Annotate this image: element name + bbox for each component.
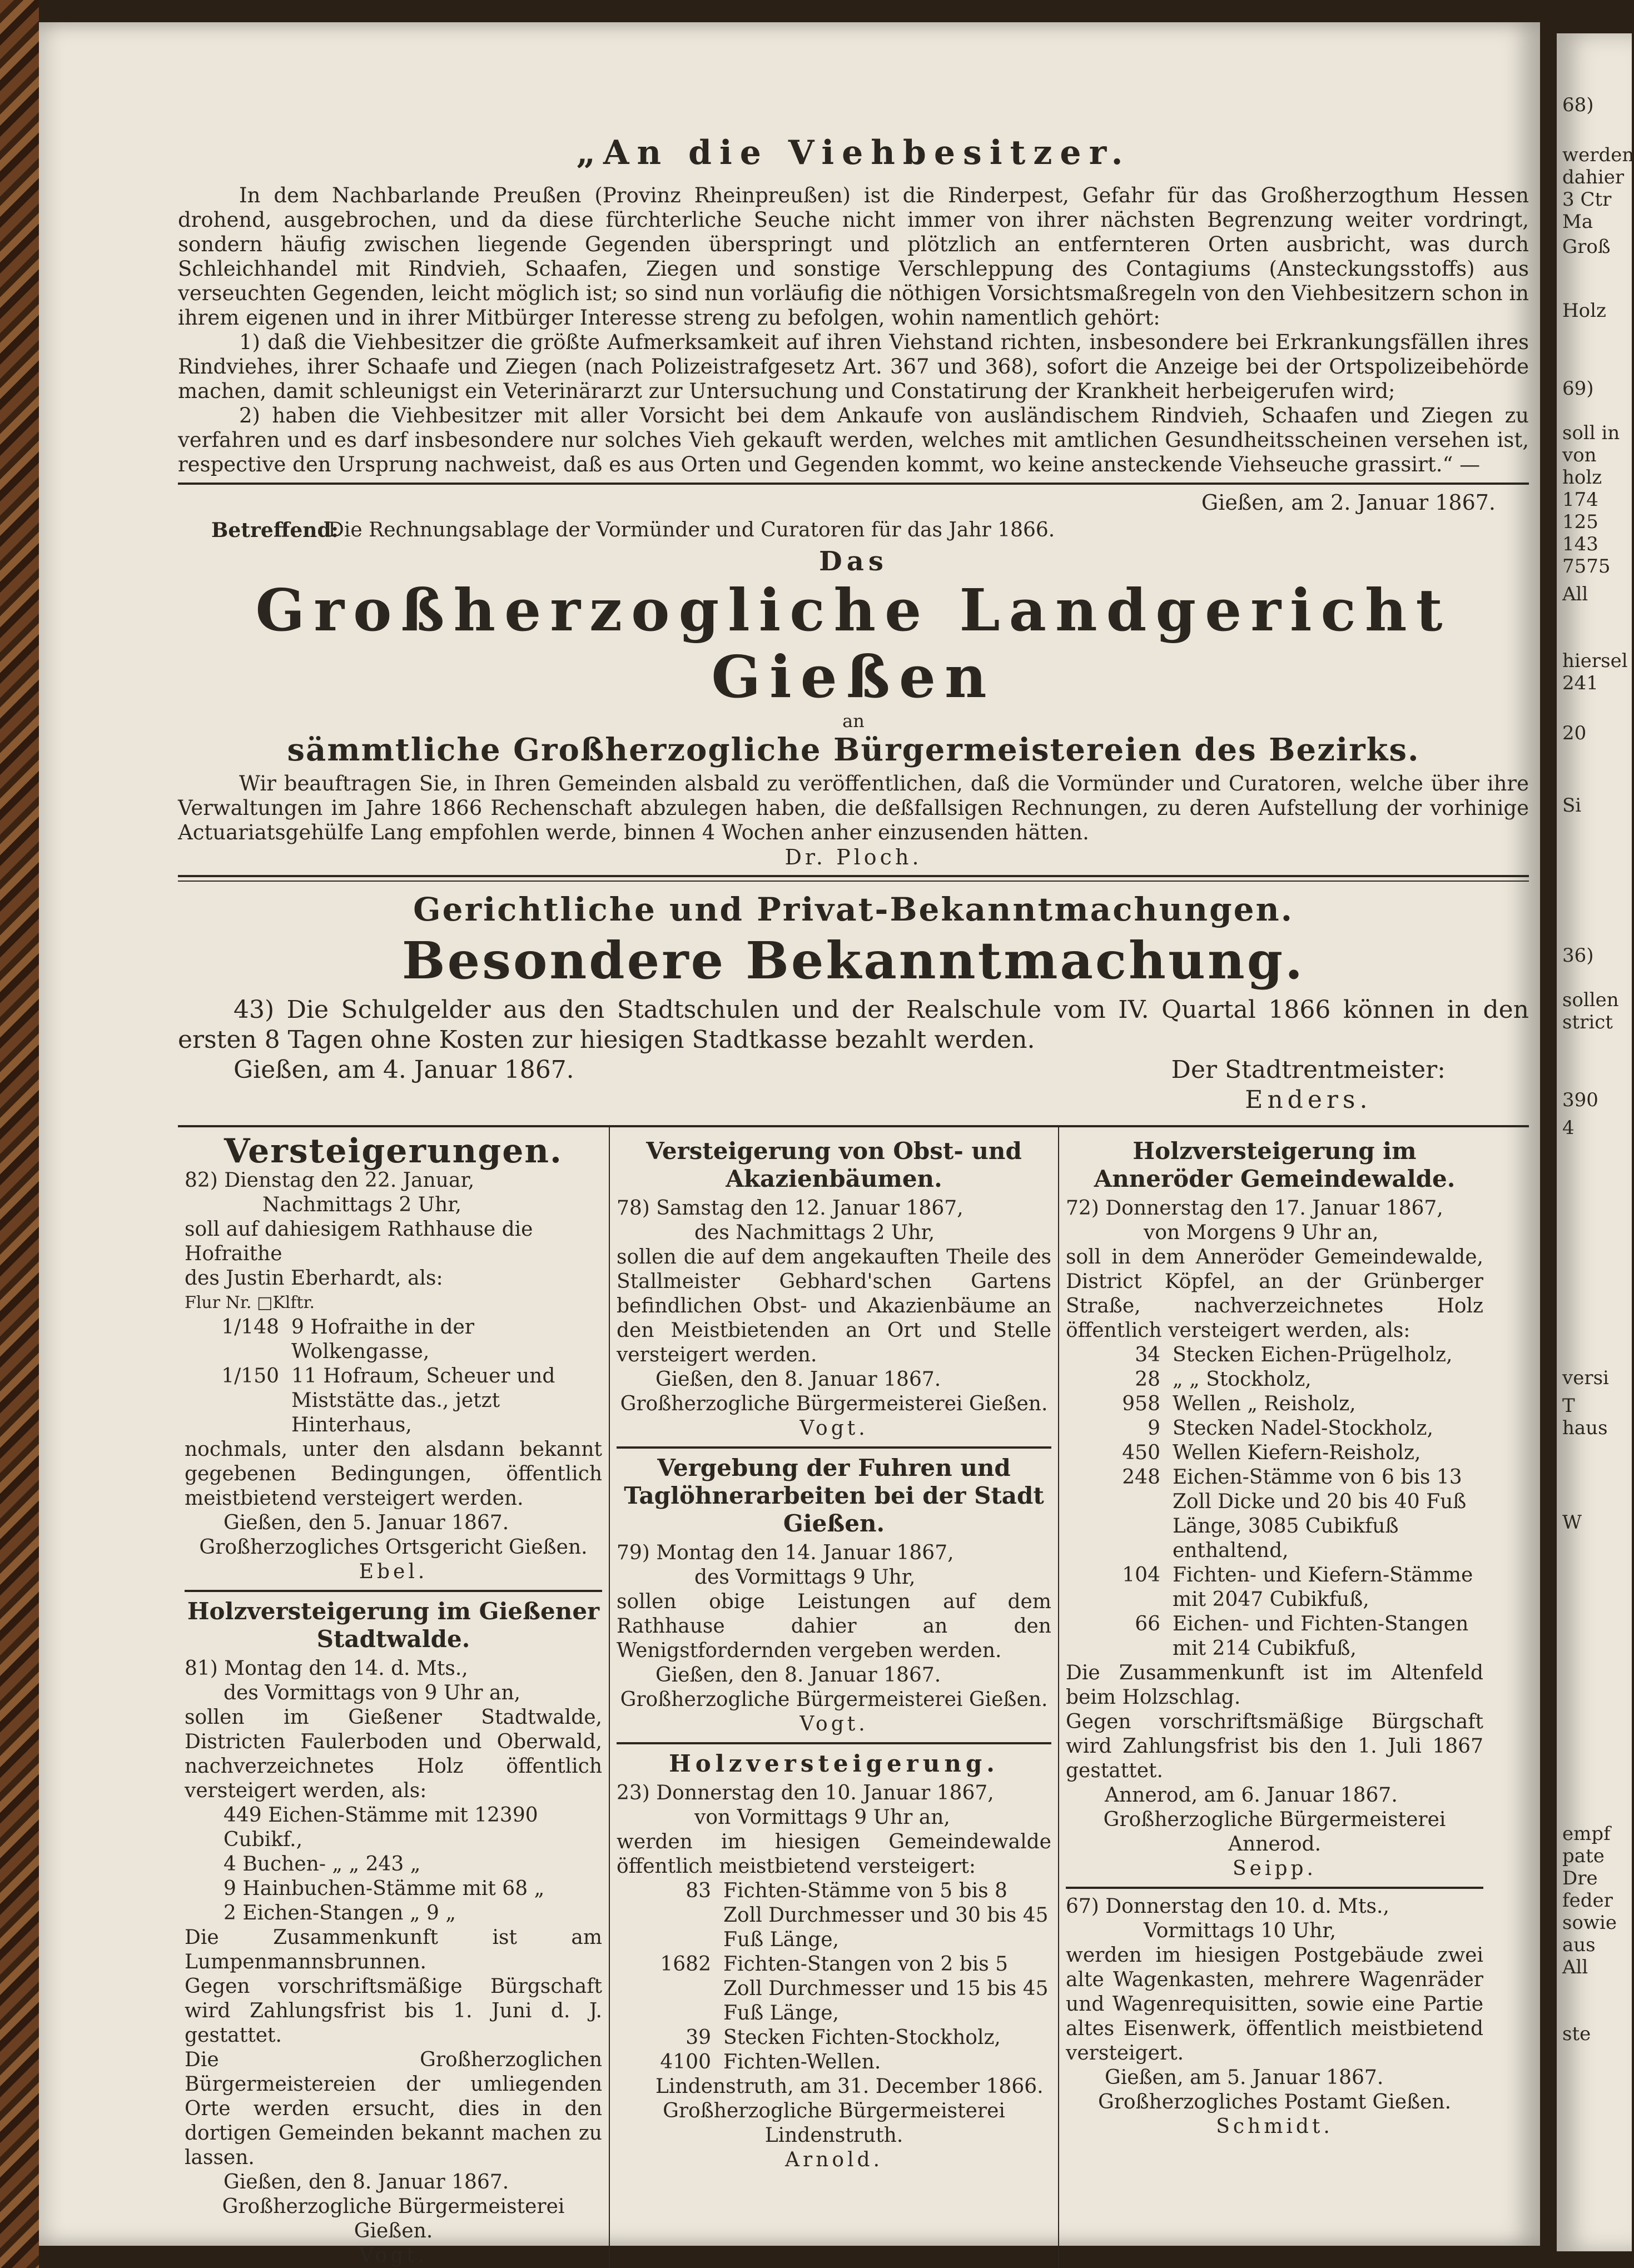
wood-row xyxy=(1066,1416,1483,1441)
adjacent-page-fragment xyxy=(1557,33,1632,2251)
adjacent-page-word: hiersel xyxy=(1562,650,1628,672)
wood-item: 449 Eichen-Stämme mit 12390 Cubikf., xyxy=(224,1804,545,1851)
notice-authority: Großherzogliche Bürgermeisterei Gießen. xyxy=(222,2195,571,2242)
wood-row xyxy=(1066,1367,1483,1392)
subject-label: Betreffend: xyxy=(211,519,339,542)
wood-count: 450 xyxy=(1122,1441,1160,1464)
notice-line: 81) Montag den 14. d. Mts., xyxy=(185,1657,468,1680)
column-right xyxy=(1059,1127,1490,2268)
notice-line: 79) Montag den 14. Januar 1867, xyxy=(617,1541,954,1564)
notice-date: Gießen, den 8. Januar 1867. xyxy=(655,1664,941,1687)
wood-row xyxy=(617,2026,1051,2050)
column-divider xyxy=(1066,1887,1483,1889)
notice-line: 23) Donnerstag den 10. Januar 1867, xyxy=(617,1782,994,1804)
notice-body: Die Zusammenkunft ist am Lumpenmannsbrunnen. xyxy=(185,1926,609,1973)
notice-line: soll auf dahiesigem Rathhause die Hofraithe xyxy=(185,1218,539,1265)
wood-count: 104 xyxy=(1122,1564,1160,1586)
notice-heading: Holzversteigerung im Gießener Stadtwalde. xyxy=(187,1598,600,1653)
wood-row xyxy=(1066,1563,1483,1612)
auction-heading: Versteigerungen. xyxy=(224,1132,563,1171)
notice-headline: „An die Viehbesitzer. xyxy=(576,133,1131,172)
court-an: an xyxy=(842,710,865,732)
notice-body: werden im hiesigen Gemeindewalde öffentlich meistbietend versteigert: xyxy=(617,1831,1058,1878)
property-row xyxy=(185,1315,602,1364)
adjacent-page-word: sowie xyxy=(1562,1912,1617,1934)
wood-text: Eichen-Stämme von 6 bis 13 Zoll Dicke und 20 bis 40 Fuß Länge, 3085 Cubikfuß enthaltend, xyxy=(1173,1466,1467,1562)
notice-line: 72) Donnerstag den 17. Januar 1867, xyxy=(1066,1197,1443,1220)
notice-line: des Justin Eberhardt, als: xyxy=(185,1267,443,1290)
adjacent-page-word: W xyxy=(1562,1511,1582,1534)
parcel-number: 1/150 xyxy=(221,1365,279,1387)
wood-item: 4 Buchen- „ „ 243 „ xyxy=(224,1853,421,1876)
wood-text: Fichten-Stämme von 5 bis 8 Zoll Durchmesser und 30 bis 45 Fuß Länge, xyxy=(723,1879,1049,1951)
wood-count: 39 xyxy=(686,2026,711,2049)
notice-line: Nachmittags 2 Uhr, xyxy=(262,1193,461,1216)
notice-body: soll in dem Anneröder Gemeindewalde, District Köpfel, an der Grünberger Straße, nachverzeichnetes Holz öffentlich versteigert werden, als: xyxy=(1066,1246,1490,1342)
notice-body: Gegen vorschriftsmäßige Bürgschaft wird Zahlungsfrist bis den 1. Juli 1867 gestattet. xyxy=(1066,1710,1490,1782)
wood-count: 248 xyxy=(1122,1466,1160,1489)
notice-line: Flur Nr. □Klftr. xyxy=(185,1293,315,1312)
subject-line xyxy=(211,518,1056,543)
notice-body: Die Zusammenkunft ist im Altenfeld beim Holzschlag. xyxy=(1066,1662,1490,1709)
adjacent-page-word: von xyxy=(1562,444,1597,466)
notice-authority: Großherzogliche Bürgermeisterei Gießen. xyxy=(620,1392,1048,1415)
office-title: Der Stadtrentmeister: xyxy=(1171,1056,1446,1084)
column-divider xyxy=(617,1742,1051,1744)
court-body: Wir beauftragen Sie, in Ihren Gemeinden alsbald zu veröffentlichen, daß die Vormünder und Curatoren, welche über ihre Verwaltungen im Jahre 1866 Rechenschaft abzulegen haben, die deßfallsigen Rechnungen, zu deren Aufstellung der vorhinige Actuariatsgehülfe Lang empfohlen werde, binnen 4 Wochen anher einzusenden hätten. xyxy=(178,772,1529,844)
notice-line: Vormittags 10 Uhr, xyxy=(1144,1919,1337,1942)
adjacent-page-word: Dre xyxy=(1562,1867,1598,1889)
notice-line: 82) Dienstag den 22. Januar, xyxy=(185,1169,475,1192)
notice-line: des Vormittags von 9 Uhr an, xyxy=(224,1682,521,1704)
newspaper-page xyxy=(39,22,1540,2267)
adjacent-page-word: soll in xyxy=(1562,422,1620,444)
notice-date: Gießen, den 5. Januar 1867. xyxy=(224,1511,509,1534)
notice-line: des Vormittags 9 Uhr, xyxy=(694,1566,916,1589)
column-middle xyxy=(609,1127,1059,2268)
notice-body: Gegen vorschriftsmäßige Bürgschaft wird Zahlungsfrist bis 1. Juni d. J. gestattet. xyxy=(185,1975,609,2047)
notice-heading: Vergebung der Fuhren und Taglöhnerarbeiten bei der Stadt Gießen. xyxy=(624,1454,1044,1537)
wood-count: 28 xyxy=(1135,1368,1160,1391)
wood-count: 1682 xyxy=(660,1953,711,1976)
court-article: Das xyxy=(819,546,888,577)
adjacent-page-word: 125 xyxy=(1562,511,1598,533)
announcement-columns xyxy=(178,1125,1529,2268)
adjacent-page-word: strict xyxy=(1562,1011,1613,1033)
adjacent-page-word: 68) xyxy=(1562,94,1594,116)
wood-row xyxy=(617,2050,1051,2075)
office-signer: Enders. xyxy=(1245,1086,1372,1114)
notice-authority: Großherzogliche Bürgermeisterei Annerod. xyxy=(1103,1808,1452,1856)
wood-count: 34 xyxy=(1135,1344,1160,1366)
notice-body: sollen obige Leistungen auf dem Rathhause dahier an den Wenigstfordernden vergeben werden. xyxy=(617,1590,1058,1662)
adjacent-page-word: aus xyxy=(1562,1934,1596,1956)
notice-dateline: Gießen, am 2. Januar 1867. xyxy=(1201,490,1496,515)
adjacent-page-word: ste xyxy=(1562,2023,1591,2045)
notice-authority: Großherzogliche Bürgermeisterei Gießen. xyxy=(620,1688,1048,1711)
special-notice-title: Besondere Bekanntmachung. xyxy=(401,931,1305,991)
notice-date: Gießen, am 5. Januar 1867. xyxy=(1105,2066,1384,2089)
adjacent-page-word: All xyxy=(1562,1956,1588,1978)
special-notice-footer xyxy=(178,1055,1529,1115)
property-row xyxy=(185,1364,602,1438)
adjacent-page-word: Holz xyxy=(1562,300,1606,322)
wood-item: 2 Eichen-Stangen „ 9 „ xyxy=(224,1902,456,1924)
adjacent-page-word: 174 xyxy=(1562,489,1598,511)
adjacent-page-word: feder xyxy=(1562,1889,1613,1912)
notice-heading: Versteigerung von Obst- und Akazienbäumen. xyxy=(646,1137,1022,1192)
wood-count: 9 xyxy=(1148,1417,1160,1440)
adjacent-page-word: Groß xyxy=(1562,236,1611,258)
wood-count: 83 xyxy=(686,1879,711,1902)
notice-signature: Vogt. xyxy=(799,1417,868,1440)
notice-signature: Arnold. xyxy=(784,2148,883,2171)
adjacent-page-word: 7575 xyxy=(1562,555,1611,578)
notice-body: werden im hiesigen Postgebäude zwei alte Wagenkasten, mehrere Wagenräder und Wagenrequisitten, sowie eine Partie altes Eisenwerk, öffentlich meistbietend versteigert. xyxy=(1066,1944,1490,2065)
adjacent-page-word: 241 xyxy=(1562,672,1598,694)
wood-text: Fichten-Stangen von 2 bis 5 Zoll Durchmesser und 15 bis 45 Fuß Länge, xyxy=(723,1953,1049,2025)
notice-signature: Vogt. xyxy=(799,1713,868,1735)
notice-date: Annerod, am 6. Januar 1867. xyxy=(1105,1784,1398,1807)
notice-signature: Vogt. xyxy=(359,2244,428,2267)
notice-line: 67) Donnerstag den 10. d. Mts., xyxy=(1066,1895,1389,1918)
notice-authority: Großherzogliche Bürgermeisterei Lindenstruth. xyxy=(663,2100,1012,2147)
wood-count: 66 xyxy=(1135,1613,1160,1635)
notice-signature: Seipp. xyxy=(1232,1857,1317,1880)
wood-row xyxy=(1066,1612,1483,1661)
wood-count: 4100 xyxy=(660,2051,711,2073)
wood-row xyxy=(1066,1441,1483,1465)
adjacent-page-word: 390 xyxy=(1562,1089,1598,1111)
notice-line: des Nachmittags 2 Uhr, xyxy=(694,1221,935,1244)
notice-paragraph: In dem Nachbarlande Preußen (Provinz Rheinpreußen) ist die Rinderpest, Gefahr für das Großherzogthum Hessen drohend, ausgebrochen, und da diese fürchterliche Seuche nicht immer von ihrer nächsten Begrenzung weiter vordringt, sondern häufig zwischen liegende Gegenden überspringt und plötzlich an entfernteren Orten ausbricht, was durch Schleichhandel mit Rindvieh, Schaafen, Ziegen und sonstige Verschleppung des Contagiums (Ansteckungsstoffs) aus verseuchten Gegenden, leicht möglich ist; so sind nun vorläufig die nöthigen Vorsichtsmaßregeln von den Viehbesitzern schon in ihrem eigenen und in ihrer Mitbürger Interesse streng zu befolgen, wohin namentlich gehört: xyxy=(178,183,1529,330)
adjacent-page-word: 143 xyxy=(1562,533,1598,555)
wood-text: Wellen Kiefern-Reisholz, xyxy=(1173,1441,1421,1464)
adjacent-page-word: versi xyxy=(1562,1367,1609,1389)
page-content xyxy=(178,117,1529,2268)
wood-item: 9 Hainbuchen-Stämme mit 68 „ xyxy=(224,1877,545,1900)
wood-text: Eichen- und Fichten-Stangen mit 214 Cubikfuß, xyxy=(1173,1613,1469,1660)
wood-text: Wellen „ Reisholz, xyxy=(1173,1392,1356,1415)
special-notice-body: 43) Die Schulgelder aus den Stadtschulen und der Realschule vom IV. Quartal 1866 können in den ersten 8 Tagen ohne Kosten zur hiesigen Stadtkasse bezahlt werden. xyxy=(178,996,1529,1054)
notice-date: Gießen, den 8. Januar 1867. xyxy=(224,2171,509,2194)
notice-authority: Großherzogliches Ortsgericht Gießen. xyxy=(199,1536,588,1559)
adjacent-page-word: T xyxy=(1562,1395,1575,1417)
special-notice-office xyxy=(1171,1055,1446,1115)
notice-paragraph: 1) daß die Viehbesitzer die größte Aufmerksamkeit auf ihren Viehstand richten, insbesondere bei Erkrankungsfällen ihres Rindviehes, ihrer Schaafe und Ziegen (nach Polizeistrafgesetz Art. 367 und 368), sofort die Anzeige bei der Ortspolizeibehörde machen, damit schleunigst ein Veterinärarzt zur Untersuchung und Constatirung der Krankheit herbeigerufen wird; xyxy=(178,330,1529,403)
adjacent-page-word: All xyxy=(1562,583,1588,605)
wood-text: Fichten-Wellen. xyxy=(723,2051,881,2073)
wood-row xyxy=(1066,1343,1483,1367)
adjacent-page-word: pate xyxy=(1562,1845,1605,1867)
wood-row xyxy=(1066,1392,1483,1416)
notice-heading: Holzversteigerung. xyxy=(669,1750,999,1777)
notice-body: Die Großherzoglichen Bürgermeistereien der umliegenden Orte werden ersucht, dies in den dortigen Gemeinden bekannt machen zu lassen. xyxy=(185,2048,609,2169)
adjacent-page-word: 3 Ctr xyxy=(1562,188,1612,211)
column-left xyxy=(178,1127,609,2268)
parcel-text: 11 Hofraum, Scheuer und Miststätte das., jetzt Hinterhaus, xyxy=(291,1365,555,1436)
notice-body: sollen die auf dem angekauften Theile des Stallmeister Gebhard'schen Gartens befindlichen Obst- und Akazienbäume an den Meistbietenden an Ort und Stelle versteigert werden. xyxy=(617,1246,1058,1366)
notice-signature: Ebel. xyxy=(359,1560,428,1583)
parcel-text: 9 Hofraithe in der Wolkengasse, xyxy=(291,1316,475,1363)
wood-text: Fichten- und Kiefern-Stämme mit 2047 Cubikfuß, xyxy=(1173,1564,1473,1611)
subject-text: Die Rechnungsablage der Vormünder und Curatoren für das Jahr 1866. xyxy=(328,519,1055,541)
divider xyxy=(178,483,1529,485)
adjacent-page-word: 20 xyxy=(1562,722,1587,744)
adjacent-page-word: Si xyxy=(1562,794,1582,817)
wood-text: Stecken Nadel-Stockholz, xyxy=(1173,1417,1433,1440)
section-title: Gerichtliche und Privat-Bekanntmachungen. xyxy=(413,891,1294,928)
court-recipients: sämmtliche Großherzogliche Bürgermeistereien des Bezirks. xyxy=(287,732,1420,768)
wood-text: Stecken Eichen-Prügelholz, xyxy=(1173,1344,1453,1366)
double-divider xyxy=(178,875,1529,882)
special-notice-date: Gießen, am 4. Januar 1867. xyxy=(234,1056,574,1084)
adjacent-page-word: dahier xyxy=(1562,166,1625,188)
notice-line: von Morgens 9 Uhr an, xyxy=(1144,1221,1379,1244)
notice-line: 78) Samstag den 12. Januar 1867, xyxy=(617,1197,963,1220)
adjacent-page-word: empf xyxy=(1562,1823,1611,1845)
notice-body: sollen im Gießener Stadtwalde, Districten Faulerboden und Oberwald, nachverzeichnetes Holz öffentlich versteigert werden, als: xyxy=(185,1706,609,1802)
notice-paragraph: 2) haben die Viehbesitzer mit aller Vorsicht bei dem Ankaufe von ausländischem Rindvieh, Schaafen und Ziegen zu verfahren und es darf insbesondere nur solches Vieh gekauft werden, welches mit amtlichen Gesundheitsscheinen versehen ist, respective den Ursprung nachweist, daß es aus Orten und Gegenden kommt, wo keine ansteckende Viehseuche grassirt.“ — xyxy=(178,404,1529,476)
court-title: Großherzogliche Landgericht Gießen xyxy=(255,576,1452,711)
adjacent-page-word: sollen xyxy=(1562,989,1619,1011)
adjacent-page-word: 36) xyxy=(1562,944,1594,967)
court-signature: Dr. Ploch. xyxy=(784,845,922,869)
wood-count: 958 xyxy=(1122,1392,1160,1415)
notice-heading: Holzversteigerung im Anneröder Gemeindewalde. xyxy=(1094,1137,1456,1192)
wood-text: Stecken Fichten-Stockholz, xyxy=(723,2026,1001,2049)
adjacent-page-word: werden xyxy=(1562,144,1634,166)
column-divider xyxy=(617,1446,1051,1449)
notice-signature: Schmidt. xyxy=(1216,2115,1333,2138)
parcel-number: 1/148 xyxy=(221,1316,279,1339)
adjacent-page-word: Ma xyxy=(1562,211,1593,233)
adjacent-page-word: holz xyxy=(1562,466,1602,489)
notice-body: nochmals, unter den alsdann bekannt gegebenen Bedingungen, öffentlich meistbietend versteigert werden. xyxy=(185,1438,609,1510)
adjacent-page-word: haus xyxy=(1562,1417,1608,1439)
wood-text: „ „ Stockholz, xyxy=(1173,1368,1312,1391)
book-binding-edge xyxy=(0,0,39,2268)
wood-row xyxy=(1066,1465,1483,1563)
adjacent-page-word: 4 xyxy=(1562,1117,1575,1139)
notice-date: Lindenstruth, am 31. December 1866. xyxy=(655,2075,1044,2098)
notice-line: von Vormittags 9 Uhr an, xyxy=(694,1806,950,1829)
notice-authority: Großherzogliches Postamt Gießen. xyxy=(1097,2091,1452,2113)
notice-date: Gießen, den 8. Januar 1867. xyxy=(655,1368,941,1391)
wood-row xyxy=(617,1879,1051,1952)
adjacent-page-word: 69) xyxy=(1562,377,1594,400)
column-divider xyxy=(185,1590,602,1592)
wood-row xyxy=(617,1952,1051,2026)
